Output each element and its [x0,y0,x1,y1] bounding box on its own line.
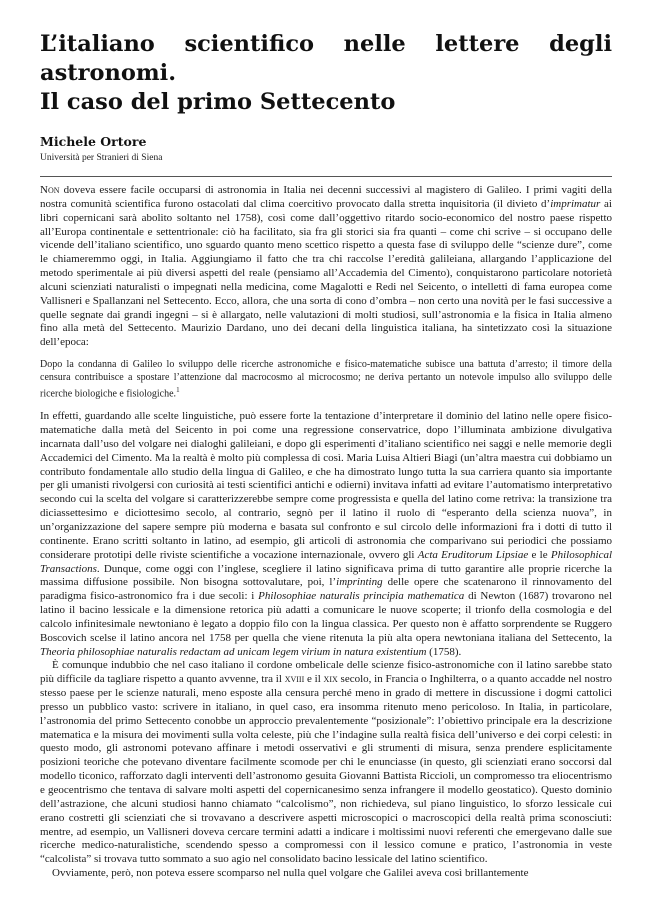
article-body [40,184,612,881]
block-quote: Dopo la condanna di Galileo lo sviluppo delle ricerche astronomiche e fisico-matematiche subisce una battuta d’arresto; il timore della censura contribuisce a spostare l’attenzione dal macrocosmo al microcosmo; ne deriva pertanto un notevole impulso allo sviluppo delle ricerche biologiche e fisiologiche.$^1$ [40,359,612,400]
author-affiliation: Università per Stranieri di Siena [40,153,163,163]
header-divider [40,176,612,177]
paragraph-4: Ovviamente, però, non poteva essere scomparso nel nulla quel volgare che Galilei aveva così brillantemente [52,867,529,880]
paragraph-1-lead: Non [40,184,60,196]
page-title [40,30,612,117]
paragraph-3: È comunque indubbio che nel caso italiano il cordone ombelicale delle scienze fisico-astronomiche con il latino sarebbe stato più difficile da tagliare rispetto a quanto avvenne, tra il xviii e il xix secolo, in Francia o Inghilterra, o a quanto accadde nel nostro stesso paese per le scienze naturali, meno esposte alla censura perché meno in grado di mettere in discussione i dogmi cattolici presso un pubblico vasto: scrivere in italiano, in quel caso, era insomma ritenuto meno pericoloso. In Italia, in particolare, l’astronomia del primo Settecento conobbe un approccio prevalentemente “posizionale”: l’obiettivo principale era la descrizione matematica e la misura dei movimenti sulla volta celeste, più che l’indagine sulla realtà fisica dell’universo e dei corpi celesti: in questo modo, gli astronomi potevano affinare i metodi osservativi e gli strumenti di misura, senza prendere esplicitamente posizioni teoriche che potevano diventare facilmente scomode per chi le enunciasse (in questo, gli scienziati erano soccorsi dal modello ticonico, rafforzato dagli interventi dell’astronomo gesuita Giovanni Battista Riccioli, un compromesso tra eliocentrismo e geocentrismo che tentava di salvare molti aspetti del copernicanesimo senza infrangere il modello geostatico). Questo dominio dell’astrazione, che alcuni studiosi hanno chiamato “calcolismo”, non richiedeva, sul piano linguistico, lo sforzo lessicale cui erano costretti gli scienziati che si trovavano a descrivere aspetti microscopici o macroscopici della realtà prima sconosciuti: mentre, ad esempio, un Vallisneri doveva cercare termini adatti a indicare i moltissimi nuovi referenti che emergevano dalle sue ricerche medico-naturalistiche, scendendo spesso a compromessi con il lessico comune e pratico, l’astronomia in veste “calcolista” si trovava tutto sommato a suo agio nel consolidato bacino lessicale del latino scientifico. [40,659,612,866]
paragraph-2: In effetti, guardando alle scelte linguistiche, può essere forte la tentazione d’interpretare il dominio del latino nelle opere fisico-matematiche dalla metà del Seicento in poi come una regressione conservatrice, dopo l’illuminata ambizione divulgativa incarnata dall’uso del volgare nei dialoghi galileiani, e dopo gli esperimenti d’italiano scientifico nei saggi e nelle memorie degli Accademici del Cimento. Ma la realtà è molto più complessa di così. Maria Luisa Altieri Biagi (un’altra maestra cui dobbiamo un contributo fondamentale allo studio della lingua di Galileo, e che ha dimostrato lungo tutta la sua carriera quanto sia importante per gli umanisti rivolgersi con curiosità ai testi scientifici antichi e odierni) invitava infatti ad evitare l’automatismo interpretativo secondo cui la scelta del volgare si caratterizzerebbe sempre come progressista e quella del latino come retriva: la transizione tra diciassettesimo e diciottesimo secolo, al contrario, segnò per il latino il ruolo di “esperanto della scienza nuova”, in un’organizzazione del sapere sempre più moderna e basata sul confronto e sul circolo delle informazioni fra i dotti di tutto il continente. Erano scritti soltanto in latino, ad esempio, gli articoli di astronomia che comparivano sui periodici che possiamo considerare prototipi delle riviste scientifiche a vocazione internazionale, ovvero gli Acta Eruditorum Lipsiae e le Philosophical Transactions. Dunque, come oggi con l’inglese, scegliere il latino significava prima di tutto garantire alle proprie ricerche la massima diffusione possibile. Non bisogna sottovalutare, poi, l’imprinting delle opere che scatenarono il rinnovamento del paradigma fisico-astronomico fra i due secoli: i Philosophiae naturalis principia mathematica di Newton (1687) trovarono nel latino il bacino lessicale e la dimensione retorica più adatti a comunicare le nuove scoperte; il trionfo della cosmologia e del calcolo infinitesimale newtoniano è legato a doppio filo con la lingua classica. Per questo non è affatto sorprendente se Ruggero Boscovich scelse il latino ancora nel 1758 per quella che viene ritenuta la più alta opera newtoniana italiana del Settecento, la Theoria philosophiae naturalis redactam ad unicam legem virium in natura existentium (1758). [40,410,613,658]
paper-page [40,30,612,881]
paragraph-1: Non doveva essere facile occuparsi di astronomia in Italia nei decenni successivi al magistero di Galileo. I primi vagiti della nostra comunità scientifica furono ostacolati dal clima coercitivo provocato dalla stretta inquisitoria (il divieto d’imprimatur ai libri copernicani sarà abolito soltanto nel 1758), così come dall’oggettivo ritardo socio-economico del nostro paese rispetto all’Europa continentale e settentrionale: ciò ha facilitato, sia fra gli storici sia fra quanti – come chi scrive – si occupano delle vicende dell’italiano scientifico, uno sguardo quanto meno scettico rispetto a questa fase di sviluppo delle “scienze dure”, come le chiameremmo oggi, in Italia. Aggiungiamo il fatto che tra chi raccolse l’eredità galileiana, allargando l’applicazione del metodo sperimentale ai più diversi aspetti del reale (pensiamo all’Accademia del Cimento), conquistarono particolare notorietà alcuni scienziati naturalisti o impegnati nella medicina, come Magalotti e Redi nel Seicento, o intelletti di fama europea come Vallisneri e Spallanzani nel Settecento. Ecco, allora, che una sorta di cono d’ombra – non certo una novità per le fasi successive a quelle segnate dai grandi ingegni – si è allargato, nelle valutazioni di molti studiosi, sull’astronomia e la fisica in Italia almeno fino alla metà del Settecento. Maurizio Dardano, uno dei decani della linguistica italiana, ha sintetizzato così la situazione dell’epoca: [40,184,612,349]
title-line-1: L’italiano scientifico nelle lettere degli astronomi. [40,31,612,86]
footnote-ref[interactable]: 1 [176,386,180,395]
author-name: Michele Ortore [40,134,147,149]
title-line-2: Il caso del primo Settecento [40,89,396,115]
